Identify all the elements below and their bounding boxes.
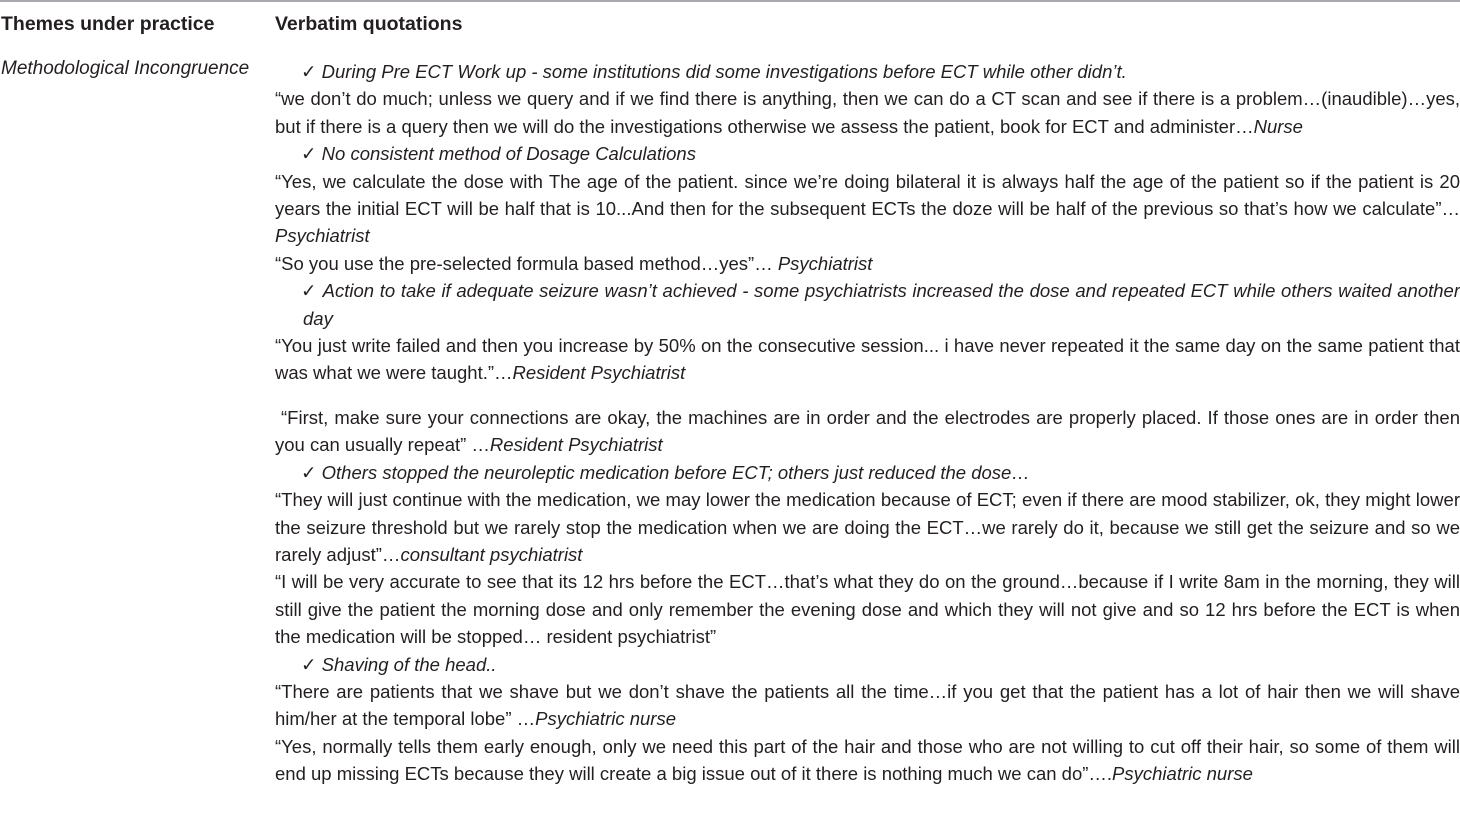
bullet-text: Action to take if adequate seizure wasn’t achieved - some psychiatrists increased the dose and repeated ECT while others waited another day [303, 280, 1460, 329]
bullet-text: Others stopped the neuroleptic medication before ECT; others just reduced the dose… [321, 461, 1030, 483]
column-header-quotations: Verbatim quotations [275, 13, 463, 35]
quotations-cell [275, 58, 1460, 788]
quote-item [275, 250, 1460, 277]
quote-text: “First, make sure your connections are okay, the machines are in order and the electrodes are properly placed. If those ones are in order then you can usually repeat” … [275, 406, 1460, 456]
quote-text: “They will just continue with the medication, we may lower the medication because of ECT; even if there are mood stabilizer, ok, they might lower the seizure threshold but we rarely stop the medication when we are doing the ECT…we rarely do it, because we still get the seizure and so we rarely adjust”… [275, 489, 1460, 565]
theme-label: Methodological Incongruence [1, 58, 250, 79]
quote-item [275, 678, 1460, 733]
quote-item [275, 332, 1460, 387]
bullet-item [275, 58, 1460, 85]
quote-text: “So you use the pre-selected formula based method…yes”… [275, 252, 778, 274]
bullet-item [275, 277, 1460, 332]
quote-speaker: Psychiatrist [275, 225, 370, 247]
bullet-text: No consistent method of Dosage Calculations [321, 143, 696, 165]
bullet-item [275, 459, 1460, 486]
quote-speaker: consultant psychiatrist [400, 543, 583, 565]
bullet-text: Shaving of the head.. [321, 653, 497, 675]
quote-text: “Yes, normally tells them early enough, only we need this part of the hair and those who are not willing to cut off their hair, so some of them will end up missing ECTs because they will create a big issue out of it there is nothing much we can do”…. [275, 735, 1460, 785]
quote-text: “Yes, we calculate the dose with The age of the patient. since we’re doing bilateral it is always half the age of the patient so if the patient is 20 years the initial ECT will be half that is 10...And then for the subsequent ECTs the doze will be half of the previous so that’s how we calculate”… [275, 170, 1460, 220]
quote-item [275, 168, 1460, 250]
bullet-item [275, 651, 1460, 678]
quote-speaker: Resident Psychiatrist [512, 362, 686, 384]
check-mark-icon: ✓ [301, 280, 323, 302]
quote-text: “we don’t do much; unless we query and if we find there is anything, then we can do a CT scan and see if there is a problem…(inaudible)…yes, but if there is a query then we will do the investigations otherwise we assess the patient, book for ECT and administer… [275, 88, 1460, 137]
check-mark-icon: ✓ [301, 61, 322, 82]
quote-item [275, 404, 1460, 459]
check-mark-icon: ✓ [301, 653, 322, 675]
bullet-text: During Pre ECT Work up - some institutions did some investigations before ECT while other didn’t. [321, 61, 1127, 82]
quote-item [275, 85, 1460, 140]
check-mark-icon: ✓ [301, 461, 322, 483]
quote-text: “There are patients that we shave but we don’t shave the patients all the time…if you get that the patient has a lot of hair then we will shave him/her at the temporal lobe” … [275, 680, 1460, 730]
quote-text: “You just write failed and then you increase by 50% on the consecutive session... i have never repeated it the same day on the same patient that was what we were taught.”… [275, 335, 1460, 384]
quote-speaker: Nurse [1253, 115, 1303, 137]
quote-speaker: Resident Psychiatrist [489, 434, 663, 456]
table-top-rule [0, 0, 1460, 2]
quote-speaker: Psychiatrist [777, 252, 873, 274]
quote-speaker: Psychiatric nurse [1112, 763, 1253, 785]
column-header-themes: Themes under practice [1, 13, 215, 35]
quote-item [275, 568, 1460, 650]
quote-speaker: Psychiatric nurse [535, 708, 677, 730]
quote-item [275, 733, 1460, 788]
quote-text: “I will be very accurate to see that its 12 hrs before the ECT…that’s what they do on the ground…because if I write 8am in the morning, they will still give the patient the morning dose and only remember the evening dose and which they will not give and so 12 hrs before the ECT is when the medication will be stopped… resident psychiatrist” [275, 571, 1460, 648]
check-mark-icon: ✓ [301, 143, 322, 165]
bullet-item [275, 140, 1460, 167]
quote-item [275, 486, 1460, 568]
